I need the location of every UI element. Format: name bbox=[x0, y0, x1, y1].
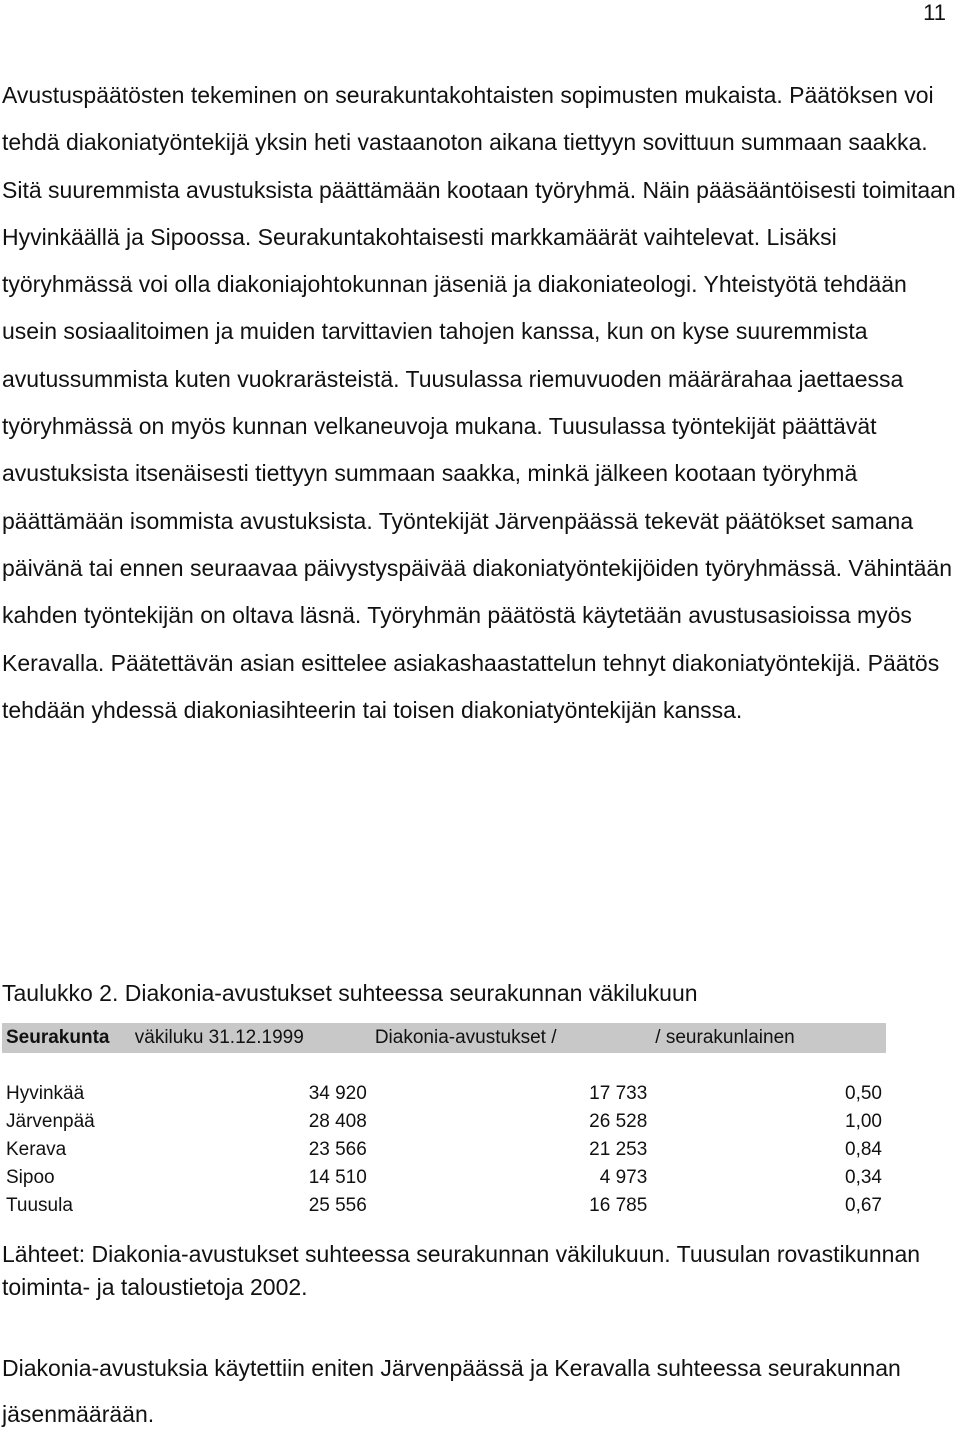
table-row bbox=[2, 1164, 886, 1192]
cell-population: 14 510 bbox=[308, 1167, 367, 1188]
table-caption: Taulukko 2. Diakonia-avustukset suhteessa seurakunnan väkilukuun bbox=[2, 980, 698, 1006]
source-note: Lähteet: Diakonia-avustukset suhteessa seurakunnan väkilukuun. Tuusulan rovastikunnan toiminta- ja taloustietoja 2002. bbox=[2, 1241, 921, 1300]
header-vakiluku: väkiluku 31.12.1999 bbox=[131, 1023, 371, 1053]
cell-parish: Tuusula bbox=[6, 1195, 73, 1216]
cell-assistance: 16 785 bbox=[589, 1195, 648, 1216]
cell-population: 28 408 bbox=[308, 1111, 367, 1132]
cell-parish: Hyvinkää bbox=[6, 1083, 85, 1104]
table-row bbox=[2, 1108, 886, 1136]
table-row bbox=[2, 1192, 886, 1220]
table-spacer-row bbox=[2, 1053, 886, 1080]
cell-population: 23 566 bbox=[308, 1139, 367, 1160]
cell-per-member: 0,84 bbox=[845, 1139, 882, 1160]
cell-parish: Sipoo bbox=[6, 1167, 55, 1188]
cell-population: 34 920 bbox=[308, 1083, 367, 1104]
cell-per-member: 0,50 bbox=[845, 1083, 882, 1104]
header-avustukset: Diakonia-avustukset / bbox=[371, 1023, 651, 1053]
cell-per-member: 0,67 bbox=[845, 1195, 882, 1216]
cell-per-member: 0,34 bbox=[845, 1167, 882, 1188]
table-row bbox=[2, 1136, 886, 1164]
cell-parish: Järvenpää bbox=[6, 1111, 95, 1132]
cell-population: 25 556 bbox=[308, 1195, 367, 1216]
cell-assistance: 4 973 bbox=[599, 1167, 648, 1188]
cell-assistance: 26 528 bbox=[589, 1111, 648, 1132]
table-row bbox=[2, 1080, 886, 1108]
page-number: 11 bbox=[923, 0, 946, 25]
closing-paragraph: Diakonia-avustuksia käytettiin eniten Järvenpäässä ja Keravalla suhteessa seurakunnan jäsenmäärään. bbox=[2, 1355, 901, 1427]
cell-assistance: 21 253 bbox=[589, 1139, 648, 1160]
table-header-row bbox=[2, 1023, 886, 1053]
cell-assistance: 17 733 bbox=[589, 1083, 648, 1104]
header-per-member: / seurakunlainen bbox=[651, 1023, 886, 1053]
header-seurakunta: Seurakunta bbox=[2, 1023, 131, 1053]
cell-parish: Kerava bbox=[6, 1139, 67, 1160]
population-assistance-table bbox=[2, 1023, 886, 1220]
cell-per-member: 1,00 bbox=[845, 1111, 882, 1132]
body-paragraph: Avustuspäätösten tekeminen on seurakuntakohtaisten sopimusten mukaista. Päätöksen voi tehdä diakoniatyöntekijä yksin heti vastaanoton aikana tiettyyn sovittuun summaan saakka. Sitä suuremmista avustuksista päättämään kootaan työryhmä. Näin pääsääntöisesti toimitaan Hyvinkäällä ja Sipoossa. Seurakuntakohtaisesti markkamäärät vaihtelevat. Lisäksi työryhmässä voi olla diakoniajohtokunnan jäseniä ja diakoniateologi. Yhteistyötä tehdään usein sosiaalitoimen ja muiden tarvittavien tahojen kanssa, kun on kyse suuremmista avutussummista kuten vuokrarästeistä. Tuusulassa riemuvuoden määrärahaa jaettaessa työryhmässä on myös kunnan velkaneuvoja mukana. Tuusulassa työntekijät päättävät avustuksista itsenäisesti tiettyyn summaan saakka, minkä jälkeen kootaan työryhmä päättämään isommista avustuksista. Työntekijät Järvenpäässä tekevät päätökset samana päivänä tai ennen seuraavaa päivystyspäivää diakoniatyöntekijöiden työryhmässä. Vähintään kahden työntekijän on oltava läsnä. Työryhmän päätöstä käytetään avustusasioissa myös Keravalla. Päätettävän asian esittelee asiakashaastattelun tehnyt diakoniatyöntekijä. Päätös tehdään yhdessä diakoniasihteerin tai toisen diakoniatyöntekijän kanssa. bbox=[2, 82, 956, 723]
